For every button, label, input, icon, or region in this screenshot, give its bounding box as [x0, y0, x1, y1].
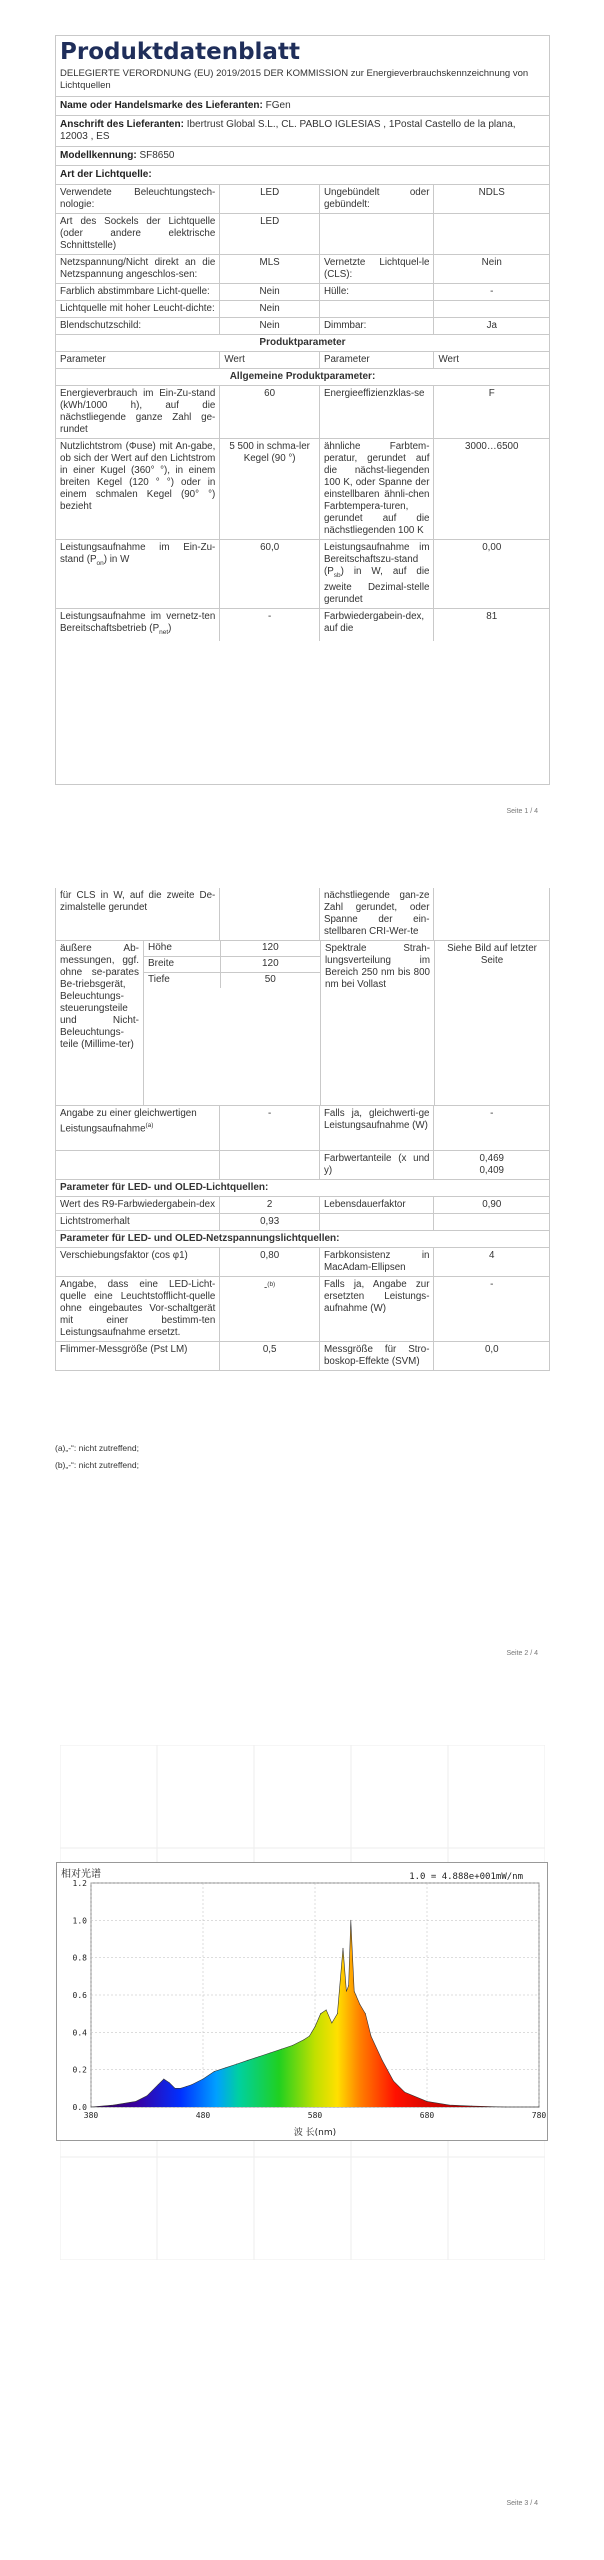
spectral-value: Siehe Bild auf letzter Seite: [447, 943, 537, 966]
dimension-depth: Tiefe 50: [144, 973, 320, 988]
param-col-header: Parameter: [56, 352, 220, 368]
dimension-width: Breite 120: [144, 957, 320, 973]
table-cell: Lichtquelle mit hoher Leucht-dichte:: [56, 301, 220, 317]
table-cell: Farblich abstimmbare Licht-quelle:: [56, 284, 220, 300]
y-tick-label: 0.6: [72, 1991, 87, 2000]
spectrum-point: [320, 2013, 321, 2014]
r9-label: Wert des R9-Farbwiedergabein-dex: [56, 1197, 220, 1213]
x-tick-label: 780: [531, 2111, 547, 2120]
led-mains-header: Parameter für LED- und OLED-Netzspannungslichtquellen:: [60, 1233, 340, 1244]
replacement-label: Angabe, dass eine LED-Licht-quelle eine Leuchtstofflicht-quelle ohne eingebautes Vor-schaltgerät mit einer bestimm-ten Leistungsaufnahme ersetzt.: [56, 1277, 220, 1341]
net-standby-value-cont: [220, 888, 320, 940]
y-tick-label: 0.4: [72, 2028, 87, 2038]
light-source-table: [56, 184, 549, 334]
table-cell: NDLS: [478, 187, 505, 198]
table-cell: Blendschutzschild:: [56, 318, 220, 334]
dimensions-table: [144, 941, 321, 1105]
spectrum-point: [214, 2071, 215, 2072]
table-cell: -: [220, 609, 320, 641]
page-footer-2: Seite 2 / 4: [506, 1650, 538, 1657]
lifetime-value: 0,90: [482, 1199, 502, 1210]
stroboscopic-label: Messgröße für Stro-boskop-Effekte (SVM): [320, 1342, 435, 1370]
table-cell: Nutzlichtstrom (Φuse) mit An-gabe, ob sich der Wert auf den Lichtstrom in einer Kugel (360° °), in einem breiten Kegel (120 ° °) oder in einem schmalen Kegel (90° °) bezieht: [56, 439, 220, 539]
table-cell: MLS: [220, 255, 320, 283]
x-tick-labels: [84, 2111, 547, 2120]
table-cell: 0,00: [482, 542, 502, 553]
spectrum-point: [91, 2107, 92, 2108]
table-cell: Verwendete Beleuchtungstech-nologie:: [56, 185, 220, 213]
table-cell: Nein: [220, 318, 320, 334]
table-cell: Leistungsaufnahme im vernetz-ten Bereitschaftsbetrieb $(P_{net})$: [56, 609, 220, 641]
general-params-header: Allgemeine Produktparameter:: [229, 371, 376, 382]
page-footer-3: Seite 3 / 4: [506, 2500, 538, 2507]
spectrum-point: [236, 2064, 237, 2065]
equiv-footnote-ref: (a): [145, 1122, 154, 1129]
lumen-maint-value: 0,93: [220, 1214, 320, 1230]
table-cell: Netzspannung/Nicht direkt an die Netzspannung angeschlos-sen:: [56, 255, 220, 283]
r9-row: [56, 1196, 549, 1213]
spectrum-point: [270, 2052, 271, 2053]
table-cell: [434, 301, 549, 317]
table-cell: Leistungsaufnahme im Ein-Zu-stand $(P_{on})$ in W: [56, 540, 220, 608]
spectrum-point: [326, 2010, 327, 2011]
spectrum-point: [259, 2056, 260, 2057]
equiv-power-label: Falls ja, gleichwerti-ge Leistungsaufnahme (W): [320, 1106, 435, 1150]
chart-title: 相对光谱: [61, 1869, 101, 1880]
supplier-address-label: Anschrift des Lieferanten:: [60, 119, 184, 130]
equiv-power-value: -: [490, 1108, 494, 1119]
table-cell: 5 500 in schma-ler Kegel (90 °): [220, 439, 320, 539]
light-source-row: [56, 213, 549, 254]
table-cell: Nein: [220, 284, 320, 300]
table-cell: Nein: [481, 257, 502, 268]
spectrum-point: [449, 2105, 450, 2106]
lifetime-label: Lebensdauerfaktor: [320, 1197, 435, 1213]
table-cell: [434, 214, 549, 254]
spectrum-point: [113, 2105, 114, 2106]
dimension-height: Höhe 120: [144, 941, 320, 957]
equiv-power-row: [56, 1105, 549, 1150]
spectrum-point: [309, 2036, 310, 2037]
spectrum-point: [404, 2092, 405, 2093]
spectrum-point: [203, 2079, 204, 2080]
color-consistency-label: Farbkonsistenz in MacAdam-Ellipsen: [320, 1248, 435, 1276]
light-source-row: [56, 283, 549, 300]
spectrum-point: [393, 2080, 394, 2081]
supplier-name-row: [56, 97, 295, 115]
cri-value-cont: [434, 888, 549, 940]
r9-value: 2: [220, 1197, 320, 1213]
table-cell: Farbwiedergabein-dex, auf die: [320, 609, 435, 641]
table-cell: Energieverbrauch im Ein-Zu-stand (kWh/1000 h), auf die nächstliegende ganze Zahl ge-rundet: [56, 386, 220, 438]
light-source-row: [56, 300, 549, 317]
replacement-footnote-ref: (b): [267, 1281, 276, 1288]
spectrum-point: [247, 2060, 248, 2061]
product-params-header: Produktparameter: [259, 337, 346, 348]
spectrum-point: [427, 2101, 428, 2102]
spectrum-point: [350, 1920, 351, 1921]
param-row: [56, 539, 549, 608]
page-title: Produktdatenblatt: [60, 39, 300, 65]
y-tick-label: 0.2: [72, 2065, 87, 2075]
spectrum-point: [337, 2013, 338, 2014]
x-tick-label: 580: [307, 2111, 323, 2120]
x-tick-label: 680: [419, 2111, 435, 2120]
light-source-row: [56, 184, 549, 213]
spectrum-point: [191, 2084, 192, 2085]
spectrum-point: [303, 2039, 304, 2040]
dimensions-label: äußere Ab-messungen, ggf. ohne se-parates Be-triebsgerät, Beleuchtungs-steuerungsteile und Nicht-Beleuchtungs-teile (Millime-ter): [56, 941, 144, 1105]
spectrum-point: [147, 2095, 148, 2096]
replacement-power-label: Falls ja, Angabe zur ersetzten Leistungs-aufnahme (W): [320, 1277, 435, 1341]
table-cell: LED: [220, 214, 320, 254]
spectrum-point: [354, 1991, 355, 1992]
spectrum-point: [158, 2084, 159, 2085]
y-tick-label: 0.0: [72, 2103, 87, 2112]
table-cell: [320, 214, 435, 254]
displacement-row: [56, 1247, 549, 1276]
table-cell: 60: [220, 386, 320, 438]
supplier-address: Ibertrust Global S.L., CL. PABLO IGLESIAS , 1Postal Castello de la plana, 12003 , ES: [60, 119, 516, 142]
table-cell: [320, 301, 435, 317]
spectral-label: Spektrale Strah-lungsverteilung im Bereich 250 nm bis 800 nm bei Vollast: [321, 941, 435, 1105]
spectrum-point: [346, 1991, 347, 1992]
led-oled-header: Parameter für LED- und OLED-Lichtquellen:: [60, 1182, 269, 1193]
stroboscopic-value: 0,0: [484, 1344, 499, 1355]
spectrum-point: [505, 2107, 506, 2108]
color-consistency-value: 4: [489, 1250, 495, 1261]
param-row: [56, 608, 549, 641]
spectrum-point: [225, 2067, 226, 2068]
table-cell: Nein: [220, 301, 320, 317]
table-cell: F: [488, 388, 495, 399]
flicker-value: 0,5: [220, 1342, 320, 1370]
continued-row: [56, 888, 549, 940]
supplier-name: FGen: [265, 100, 291, 111]
datasheet-page-1: [55, 35, 550, 785]
y-tick-label: 1.2: [72, 1879, 87, 1888]
spectrum-point: [163, 2079, 164, 2080]
value-col-header: Wert: [220, 352, 320, 368]
spectrum-point: [292, 2045, 293, 2046]
x-tick-label: 480: [195, 2111, 211, 2120]
table-cell: -: [490, 286, 494, 297]
table-cell: Ja: [486, 320, 497, 331]
spectrum-point: [343, 1948, 344, 1949]
x-tick-label: 380: [83, 2111, 99, 2120]
table-cell: Art des Sockels der Lichtquelle (oder andere elektrische Schnittstelle): [56, 214, 220, 254]
table-cell: Hülle:: [320, 284, 435, 300]
model-id: SF8650: [139, 150, 175, 161]
value-col-header-2: Wert: [438, 354, 459, 365]
footnote-a: (a)„-“: nicht zutreffend;: [55, 1443, 139, 1453]
model-label: Modellkennung:: [60, 150, 137, 161]
table-cell: 3000…6500: [465, 441, 519, 452]
flicker-row: [56, 1341, 549, 1370]
spectrum-point: [331, 2023, 332, 2024]
light-source-row: [56, 254, 549, 283]
spectrum-point: [382, 2060, 383, 2061]
supplier-name-label: Name oder Handelsmarke des Lieferanten:: [60, 100, 263, 111]
param-col-header-2: Parameter: [320, 352, 435, 368]
y-tick-label: 0.8: [72, 1953, 87, 1963]
spectrum-point: [135, 2101, 136, 2102]
spectrum-point: [371, 2036, 372, 2037]
table-cell: LED: [220, 185, 320, 213]
spectrum-point: [281, 2049, 282, 2050]
table-cell: Leistungsaufnahme im Bereitschaftszu-stand $(P_{sb})$ in W, auf die zweite Dezimal-stelle gerundet: [320, 540, 435, 608]
net-standby-label-cont: für CLS in W, auf die zweite De-zimalstelle gerundet: [56, 888, 220, 940]
cri-label-cont: nächstliegende gan-ze Zahl gerundet, oder Spanne der ein-stellbaren CRI-Wer-te: [320, 888, 435, 940]
page-footer-1: Seite 1 / 4: [506, 808, 538, 815]
table-cell: Vernetzte Lichtquel-le (CLS):: [320, 255, 435, 283]
displacement-label: Verschiebungsfaktor (cos φ1): [56, 1248, 220, 1276]
replacement-value: -: [264, 1282, 268, 1294]
spectrum-point: [169, 2082, 170, 2083]
supplier-address-row: [56, 116, 549, 146]
x-axis-label: 波 长(nm): [293, 2128, 337, 2138]
table-cell: Dimmbar:: [320, 318, 435, 334]
chromaticity-label: Farbwertanteile (x und y): [320, 1151, 435, 1179]
spectrum-point: [175, 2088, 176, 2089]
spectrum-point: [180, 2088, 181, 2089]
chromaticity-values: 0,469 0,409: [479, 1153, 505, 1176]
equiv-value: -: [220, 1106, 320, 1150]
spectrum-point: [359, 2004, 360, 2005]
y-tick-labels: [73, 1879, 88, 2112]
params-column-header: [56, 351, 549, 368]
general-params-table: [56, 385, 549, 641]
model-row: [56, 147, 178, 165]
spectrum-point: [186, 2086, 187, 2087]
footnote-b: (b)„-“: nicht zutreffend;: [55, 1460, 139, 1470]
displacement-value: 0,80: [220, 1248, 320, 1276]
param-row: [56, 385, 549, 438]
flicker-label: Flimmer-Messgröße (Pst LM): [56, 1342, 220, 1370]
spectrum-chart: [56, 1862, 548, 2141]
dimensions-row: [56, 940, 549, 1105]
spectrum-point: [471, 2106, 472, 2107]
light-source-row: [56, 317, 549, 334]
lumen-maint-row: [56, 1213, 549, 1230]
y-tick-label: 1.0: [72, 1916, 87, 1926]
table-cell: 81: [486, 610, 498, 622]
datasheet-page-2: [55, 888, 550, 1371]
equiv-label: Angabe zu einer gleichwertigen Leistungsaufnahme: [60, 1108, 197, 1135]
spectrum-point: [315, 2026, 316, 2027]
chart-annotation: 1.0 = 4.888e+001mW/nm: [409, 1872, 523, 1882]
spectrum-point: [348, 1985, 349, 1986]
spectrum-chart-svg: [57, 1863, 547, 2140]
table-cell: Energieeffizienzklas-se: [320, 386, 435, 438]
replacement-row: [56, 1276, 549, 1341]
table-cell: ähnliche Farbtem-peratur, gerundet auf die nächst-liegenden 100 K, oder Spanne der einstellbaren ähnli-chen Farbtempera-turen, gerundet auf die nächstliegenden 100 K: [320, 439, 435, 539]
table-cell: Ungebündelt oder gebündelt:: [320, 185, 435, 213]
light-type-label: Art der Lichtquelle:: [60, 169, 152, 180]
lumen-maint-label: Lichtstromerhalt: [56, 1214, 220, 1230]
param-row: [56, 438, 549, 539]
table-cell: 60,0: [220, 540, 320, 608]
replacement-power-value: -: [490, 1279, 494, 1290]
spectrum-point: [365, 2013, 366, 2014]
spectrum-point: [539, 2107, 540, 2108]
regulation-text: DELEGIERTE VERORDNUNG (EU) 2019/2015 DER KOMMISSION zur Energieverbrauchskennzeichnung von Lichtquellen: [60, 68, 529, 91]
chromaticity-row: [56, 1150, 549, 1179]
